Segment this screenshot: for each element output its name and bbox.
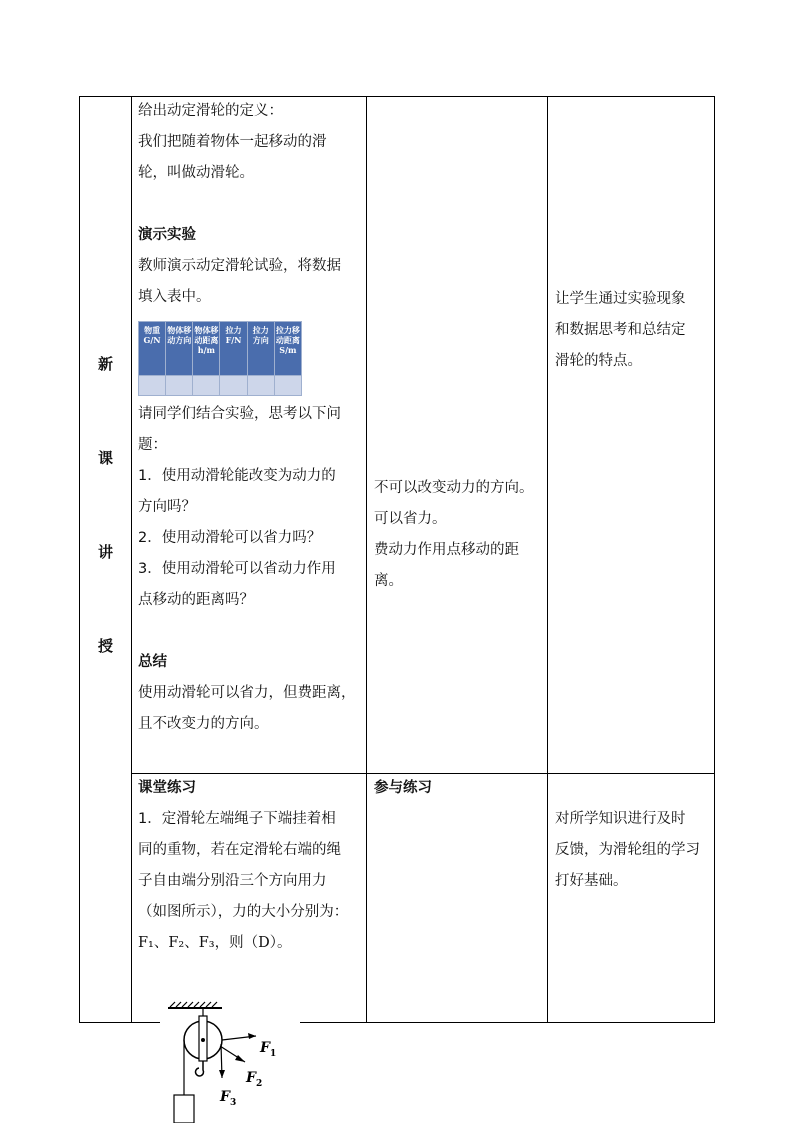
practice-activity xyxy=(374,773,546,804)
table-header: 物重 G/N xyxy=(139,322,166,376)
student-activity xyxy=(374,473,546,597)
side-label-char: 讲 xyxy=(97,543,113,561)
question: 方向吗？ xyxy=(138,499,196,515)
paragraph: 滑轮的特点。 xyxy=(555,353,642,369)
question: 1．使用动滑轮能改变为动力的 xyxy=(138,468,336,484)
paragraph: 给出动定滑轮的定义： xyxy=(138,103,283,119)
side-label-char: 新 xyxy=(97,355,113,373)
paragraph: 子自由端分别沿三个方向用力 xyxy=(138,873,327,889)
force-label: F xyxy=(260,1040,270,1056)
paragraph: 教师演示动定滑轮试验，将数据 xyxy=(138,258,341,274)
question: 3．使用动滑轮可以省动力作用 xyxy=(138,561,336,577)
question: 2．使用动滑轮可以省力吗？ xyxy=(138,530,322,546)
column-divider xyxy=(366,97,367,1022)
paragraph: 可以省力。 xyxy=(374,511,447,527)
side-label-char: 授 xyxy=(97,637,113,655)
force-subscript: 3 xyxy=(230,1098,237,1108)
paragraph: 对所学知识进行及时 xyxy=(555,811,686,827)
paragraph: 离。 xyxy=(374,573,403,589)
paragraph: 和数据思考和总结定 xyxy=(555,322,686,338)
table-header: 拉力 F/N xyxy=(220,322,247,376)
paragraph: 费动力作用点移动的距 xyxy=(374,542,519,558)
paragraph: 我们把随着物体一起移动的滑 xyxy=(138,134,327,150)
section-heading: 演示实验 xyxy=(138,227,196,243)
side-label-char: 课 xyxy=(97,449,113,467)
paragraph: 打好基础。 xyxy=(555,873,628,889)
section-heading: 参与练习 xyxy=(374,780,432,796)
paragraph: 不可以改变动力的方向。 xyxy=(374,480,534,496)
practice-content xyxy=(138,773,364,959)
table-header: 拉力 方向 xyxy=(247,322,274,376)
paragraph: （如图所示），力的大小分别为： xyxy=(138,904,349,920)
teaching-content-questions xyxy=(138,399,364,740)
paragraph: 请同学们结合实验，思考以下问 xyxy=(138,406,341,422)
paragraph: 反馈，为滑轮组的学习 xyxy=(555,842,700,858)
table-header: 物体移 动距离 h/m xyxy=(193,322,220,376)
table-header: 拉力移 动距离 S/m xyxy=(274,322,301,376)
paragraph: 填入表中。 xyxy=(138,289,211,305)
paragraph: 轮，叫做动滑轮。 xyxy=(138,165,254,181)
practice-intent xyxy=(555,804,713,897)
teaching-content xyxy=(138,96,364,313)
paragraph: F₁、F₂、F₃，则（D）。 xyxy=(138,935,292,951)
force-label: F xyxy=(220,1089,230,1105)
column-divider xyxy=(547,97,548,1022)
force-label: F xyxy=(246,1070,256,1086)
paragraph: 使用动滑轮可以省力，但费距离， xyxy=(138,685,356,701)
paragraph: 同的重物，若在定滑轮右端的绳 xyxy=(138,842,341,858)
section-heading: 总结 xyxy=(138,654,167,670)
column-divider xyxy=(131,97,132,1022)
paragraph: 让学生通过实验现象 xyxy=(555,291,686,307)
pulley-diagram xyxy=(160,1000,300,1123)
question: 点移动的距离吗？ xyxy=(138,592,254,608)
experiment-data-table xyxy=(138,321,302,396)
table-row xyxy=(139,376,302,396)
force-subscript: 2 xyxy=(256,1079,263,1089)
design-intent xyxy=(555,284,713,377)
section-heading: 课堂练习 xyxy=(138,780,196,796)
table-header: 物体移 动方向 xyxy=(166,322,193,376)
paragraph: 且不改变力的方向。 xyxy=(138,716,269,732)
force-subscript: 1 xyxy=(270,1049,277,1059)
paragraph: 1．定滑轮左端绳子下端挂着相 xyxy=(138,811,336,827)
paragraph: 题： xyxy=(138,437,167,453)
